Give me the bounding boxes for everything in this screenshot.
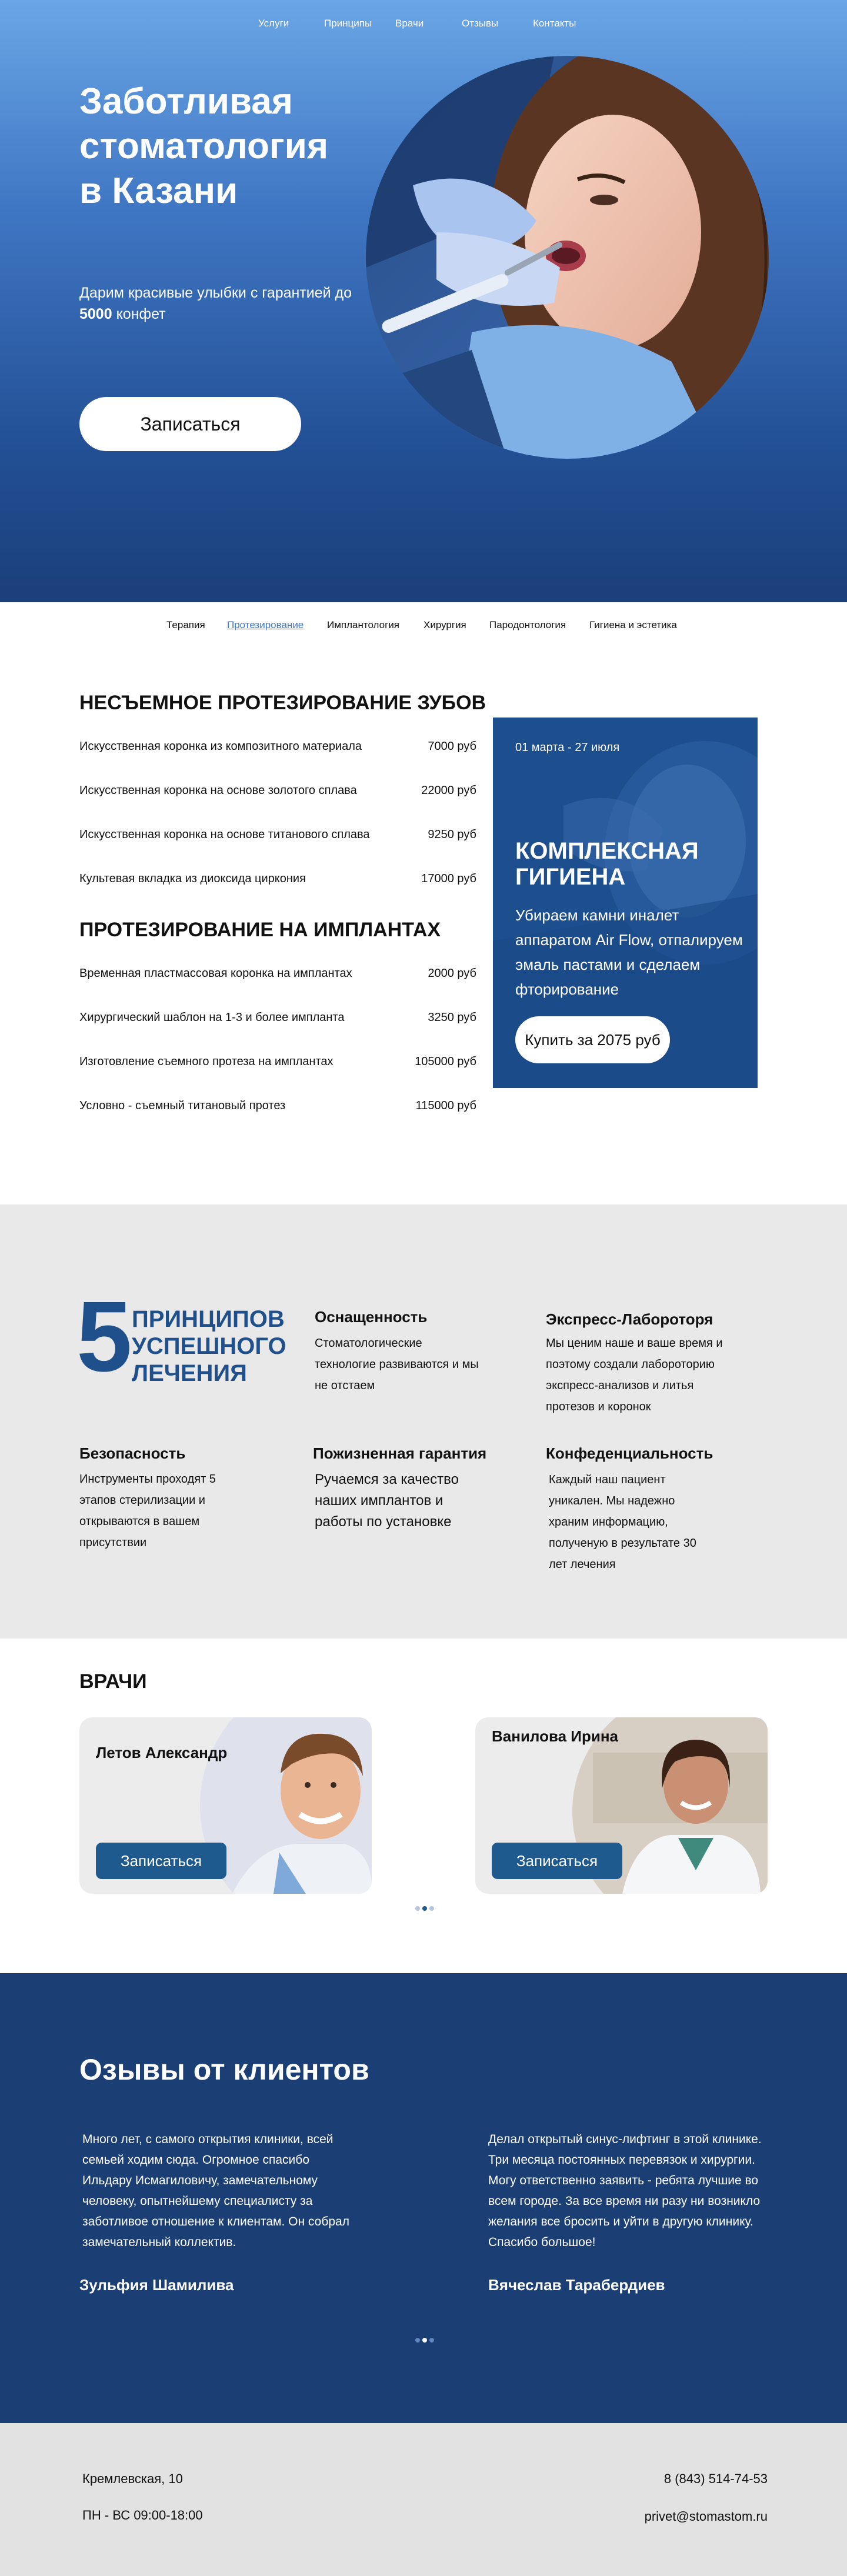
tab-periodontology[interactable]: Пародонтология — [489, 619, 566, 630]
principle-title: Конфеденциальность — [546, 1444, 713, 1462]
nav-link-services[interactable]: Услуги — [258, 18, 289, 29]
principle-text: Стоматологические технологие развиваются и мы не отстаем — [315, 1337, 479, 1392]
nav-link-principles[interactable]: Принципы — [324, 18, 372, 29]
principles-number: 5 — [76, 1281, 132, 1393]
hero-title-line: Заботливая — [79, 81, 293, 122]
price-item-name: Искусственная коронка из композитного материала — [79, 740, 362, 753]
price-item-price: 3250 руб — [428, 1011, 476, 1024]
price-item-name: Искусственная коронка на основе титанового сплава — [79, 828, 370, 841]
price-item-name: Изготовление съемного протеза на имплантах — [79, 1055, 334, 1068]
tab-surgery[interactable]: Хирургия — [424, 619, 466, 630]
price-item-price: 22000 руб — [421, 784, 476, 797]
doctor-card — [79, 1717, 372, 1894]
principle-title: Пожизненная гарантия — [313, 1444, 487, 1462]
section-title-implant-prosthetics: ПРОТЕЗИРОВАНИЕ НА ИМПЛАНТАХ — [79, 919, 441, 941]
dentist-patient-illustration — [366, 56, 769, 459]
footer-email[interactable]: privet@stomastom.ru — [644, 2509, 768, 2524]
promo-date-range: 01 марта - 27 июля — [515, 741, 620, 754]
carousel-dot-active[interactable] — [422, 1906, 427, 1911]
price-row — [79, 784, 476, 802]
reviews-section-title: Озывы от клиентов — [79, 2053, 369, 2086]
price-item-name: Хирургический шаблон на 1-3 и более импланта — [79, 1011, 345, 1024]
hero-dentist-photo — [366, 56, 769, 459]
price-item-price: 7000 руб — [428, 740, 476, 753]
tab-implantology[interactable]: Имплантология — [327, 619, 400, 630]
doctor-name: Летов Александр — [96, 1744, 228, 1761]
price-item-price: 115000 руб — [415, 1099, 476, 1112]
service-category-tabs — [0, 619, 847, 633]
reviews-section — [0, 1973, 847, 2423]
price-row — [79, 828, 476, 846]
price-item-name: Временная пластмассовая коронка на имплантах — [79, 967, 352, 980]
promo-buy-button[interactable]: Купить за 2075 руб — [515, 1016, 670, 1063]
price-item-name: Условно - съемный титановый протез — [79, 1099, 286, 1112]
promo-description: Убираем камни иналет аппаратом Air Flow, отпалируем эмаль пастами и сделаем фторирование — [515, 906, 743, 998]
carousel-dot[interactable] — [429, 2338, 434, 2343]
hero-subtitle: Дарим красивые улыбки с гарантией до 5000 конфет — [79, 285, 352, 322]
review-text: Много лет, с самого открытия клиники, всей семьей ходим сюда. Огромное спасибо Ильдару Исмагиловичу, замечательному человеку, опытнейшему специалисту за заботливое отношение к клиентам. Он собрал замечательный коллектив. — [82, 2133, 349, 2249]
hero-section — [0, 0, 847, 602]
price-item-price: 17000 руб — [421, 872, 476, 885]
price-item-name: Культевая вкладка из диоксида циркония — [79, 872, 306, 885]
footer — [0, 2423, 847, 2576]
promo-title: КОМПЛЕКСНАЯ ГИГИЕНА — [515, 838, 699, 890]
hero-title-line: стоматология — [79, 126, 329, 166]
principle-text: Ручаемся за качество наших имплантов и работы по установке — [315, 1471, 459, 1530]
promo-card-hygiene — [493, 718, 758, 1088]
tab-therapy[interactable]: Терапия — [166, 619, 205, 630]
footer-address: Кремлевская, 10 — [82, 2471, 183, 2486]
price-item-price: 105000 руб — [415, 1055, 476, 1068]
doctors-section-title: ВРАЧИ — [79, 1670, 147, 1693]
doctors-carousel-dots — [415, 1903, 436, 1909]
price-row — [79, 872, 476, 890]
price-row — [79, 1099, 476, 1117]
hero-signup-button[interactable]: Записаться — [79, 397, 301, 451]
principle-text: Мы ценим наше и ваше время и поэтому создали лабороторию экспресс-анализов и литья протезов и коронок — [546, 1337, 723, 1413]
tab-hygiene-aesthetics[interactable]: Гигиена и эстетика — [589, 619, 677, 630]
carousel-dot[interactable] — [415, 1906, 420, 1911]
nav-link-reviews[interactable]: Отзывы — [462, 18, 499, 29]
nav-link-doctors[interactable]: Врачи — [395, 18, 424, 29]
price-item-price: 9250 руб — [428, 828, 476, 841]
nav-link-contacts[interactable]: Контакты — [533, 18, 576, 29]
price-item-name: Искусственная коронка на основе золотого сплава — [79, 784, 357, 797]
doctor-card — [475, 1717, 768, 1894]
hero-title-line: в Казани — [79, 171, 238, 211]
carousel-dot[interactable] — [415, 2338, 420, 2343]
principles-section — [0, 1204, 847, 1639]
doctor-name: Ванилова Ирина — [492, 1727, 619, 1745]
tab-prosthetics[interactable]: Протезирование — [227, 619, 304, 630]
principle-title: Безопасность — [79, 1444, 186, 1462]
principle-text: Инструменты проходят 5 этапов стерилизации и открываются в вашем присутствии — [79, 1473, 216, 1549]
carousel-dot[interactable] — [429, 1906, 434, 1911]
price-row — [79, 1055, 476, 1073]
review-text: Делал открытый синус-лифтинг в этой клинике. Три месяца постоянных перевязок и хирургии. Могу ответственно заявить - ребята лучшие во всем городе. За все время ни разу ни возникло желания все бросить и уйти в другую клинику. Спасибо большое! — [488, 2133, 762, 2249]
principle-title: Оснащенность — [315, 1308, 428, 1326]
principles-heading: ПРИНЦИПОВ УСПЕШНОГО ЛЕЧЕНИЯ — [132, 1306, 286, 1386]
footer-phone[interactable]: 8 (843) 514-74-53 — [663, 2471, 768, 2486]
reviews-carousel-dots — [415, 2335, 436, 2341]
principle-text: Каждый наш пациент уникален. Мы надежно храним информацию, полученую в результате 30 лет лечения — [549, 1473, 696, 1571]
carousel-dot-active[interactable] — [422, 2338, 427, 2343]
price-row — [79, 740, 476, 758]
price-item-price: 2000 руб — [428, 967, 476, 980]
doctor-signup-button[interactable]: Записаться — [96, 1843, 226, 1879]
review-author: Вячеслав Тарабердиев — [488, 2276, 665, 2294]
price-row — [79, 967, 476, 985]
hero-title — [79, 79, 409, 213]
principle-title: Экспресс-Лабороторя — [546, 1310, 713, 1328]
section-title-fixed-prosthetics: НЕСЪЕМНОЕ ПРОТЕЗИРОВАНИЕ ЗУБОВ — [79, 692, 486, 714]
doctor-signup-button[interactable]: Записаться — [492, 1843, 622, 1879]
price-row — [79, 1011, 476, 1029]
footer-hours: ПН - ВС 09:00-18:00 — [82, 2508, 203, 2522]
review-author: Зульфия Шамилива — [79, 2276, 234, 2294]
hero-subtitle-highlight: 5000 — [79, 306, 112, 322]
